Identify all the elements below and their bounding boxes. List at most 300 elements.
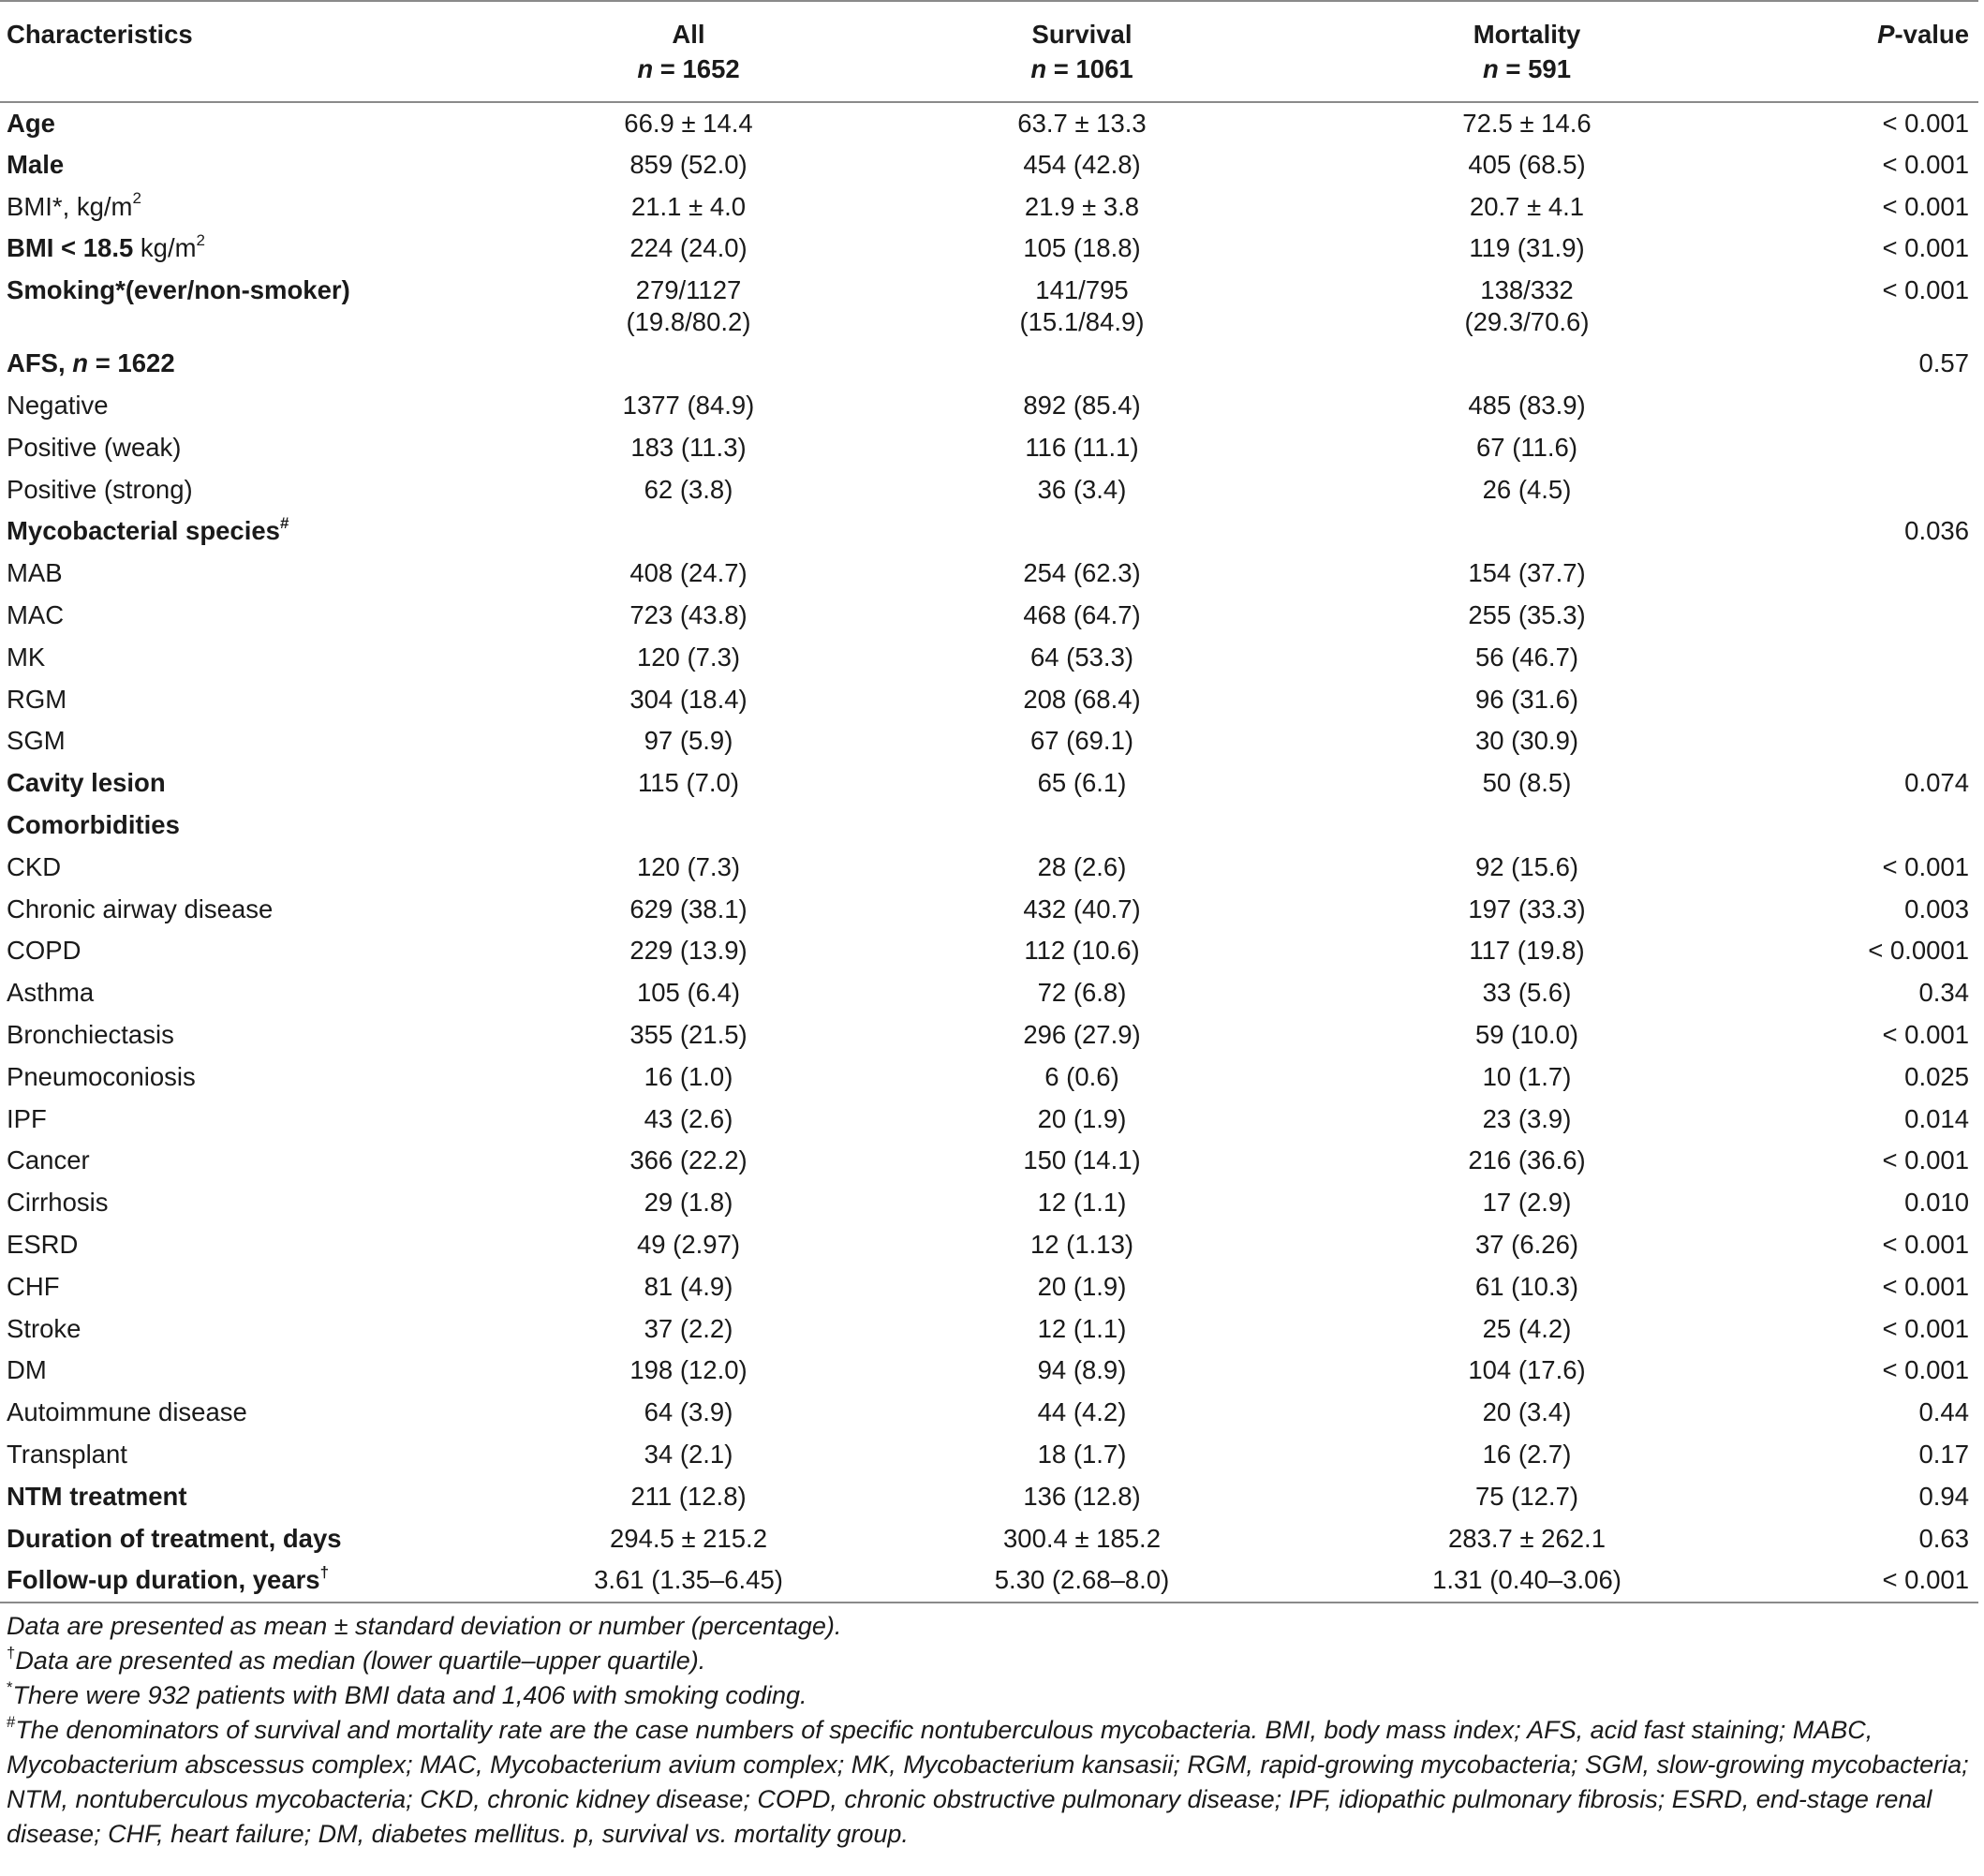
cell-survival-value: 67 (69.1) [1029,726,1134,756]
row-label-male [0,144,525,186]
row-label-cancer [0,1140,525,1182]
cell-all [525,972,852,1014]
table-row [0,1014,1978,1056]
cell-survival-value: 36 (3.4) [1037,474,1127,504]
cell-mortality [1311,637,1742,679]
cell-all-value: 723 (43.8) [629,599,748,629]
cell-mortality-value: 20 (3.4) [1482,1397,1572,1427]
row-label-chronic-airway-disease [0,889,525,931]
row-label-text: Comorbidities [7,809,180,839]
header-survival [852,1,1311,102]
cell-all-value: 120 (7.3) [636,851,741,881]
cell-survival [852,1099,1311,1141]
cell-mortality [1311,720,1742,762]
cell-all [525,228,852,270]
cell-mortality-value: 119 (31.9) [1469,233,1585,263]
cell-p-value [1742,1518,1978,1560]
row-label-rgm [0,679,525,721]
table-row [0,805,1978,847]
cell-survival [852,1140,1311,1182]
cell-p-value [1742,720,1978,762]
cell-mortality-value: 216 (36.6) [1468,1145,1586,1175]
cell-all-value: 224 (24.0) [629,233,748,263]
cell-p-value [1742,1476,1978,1518]
row-label-dm [0,1350,525,1392]
row-label-text: IPF [7,1103,47,1133]
cell-p-value [1742,972,1978,1014]
cell-mortality [1311,1056,1742,1099]
cell-survival [852,1518,1311,1560]
cell-p-value [1742,186,1978,229]
row-label-cirrhosis [0,1182,525,1224]
cell-all [525,186,852,229]
table-row [0,270,1978,343]
row-label-asthma [0,972,525,1014]
cell-p-value-text: < 0.001 [1882,851,1969,881]
cell-mortality [1311,1392,1742,1434]
row-label-ntm-treatment [0,1476,525,1518]
table-row [0,930,1978,972]
cell-p-value [1742,270,1978,343]
row-label-copd [0,930,525,972]
cell-survival [852,762,1311,805]
table-row [0,102,1978,144]
row-label-text: Duration of treatment, days [7,1523,342,1553]
cell-p-value [1742,469,1978,511]
table-row [0,1224,1978,1266]
cell-all-value: 198 (12.0) [629,1355,748,1385]
cell-mortality [1311,847,1742,889]
cell-p-value [1742,1056,1978,1099]
cell-mortality [1311,1182,1742,1224]
cell-p-value-text: 0.010 [1904,1188,1969,1218]
footnote-2 [7,1644,1976,1678]
table-row [0,510,1978,553]
cell-mortality-value: 197 (33.3) [1468,894,1586,923]
row-label-mycobacterial-species [0,510,525,553]
table-row [0,595,1978,637]
table-row [0,847,1978,889]
cell-mortality [1311,805,1742,847]
table-row [0,343,1978,385]
cell-survival [852,847,1311,889]
cell-survival-value: 116 (11.1) [1025,432,1139,462]
cell-survival [852,553,1311,595]
table-row [0,720,1978,762]
cell-p-value [1742,847,1978,889]
row-label-text: MAC [7,599,65,629]
row-label-mac [0,595,525,637]
cell-survival-value: 468 (64.7) [1023,599,1141,629]
cell-survival [852,270,1311,343]
table-row [0,1140,1978,1182]
cell-p-value [1742,1182,1978,1224]
cell-all [525,1056,852,1099]
cell-all [525,1392,852,1434]
row-label-transplant [0,1434,525,1476]
row-label-bronchiectasis [0,1014,525,1056]
cell-p-value [1742,385,1978,427]
row-label-superscript: † [319,1562,330,1581]
table-row [0,762,1978,805]
cell-survival [852,144,1311,186]
cell-p-value-text: 0.94 [1918,1481,1969,1511]
cell-p-value-text: < 0.001 [1882,149,1969,179]
cell-mortality-value: 117 (19.8) [1469,936,1585,966]
cell-survival [852,805,1311,847]
table-row [0,637,1978,679]
cell-p-value-text: < 0.001 [1882,233,1969,263]
cell-survival-value: 300.4 ± 185.2 [1002,1523,1161,1553]
cell-p-value [1742,1014,1978,1056]
table-row [0,1056,1978,1099]
header-all [525,1,852,102]
cell-mortality [1311,270,1742,343]
cell-mortality-value: 1.31 (0.40–3.06) [1432,1565,1621,1595]
cell-all-value: 211 (12.8) [630,1481,747,1511]
row-label-text: AFS, [7,348,73,378]
footnote-2-text: Data are presented as median (lower quartile–upper quartile). [15,1647,706,1675]
cell-p-value-text: < 0.001 [1882,1145,1969,1175]
cell-all-value: 37 (2.2) [644,1313,733,1343]
cell-survival [852,1014,1311,1056]
header-all-label: All [672,20,705,49]
table-row [0,144,1978,186]
header-all-n-prefix: n [637,54,654,83]
cell-mortality-value: 485 (83.9) [1468,390,1586,420]
cell-p-value [1742,343,1978,385]
footnote-3-mark: * [7,1677,13,1696]
cell-survival [852,972,1311,1014]
row-label-negative [0,385,525,427]
cell-p-value [1742,1308,1978,1351]
cell-all-value: 43 (2.6) [644,1103,733,1133]
row-label-text: Cirrhosis [7,1188,109,1218]
cell-p-value-text: < 0.001 [1882,1355,1969,1385]
cell-p-value-text: 0.074 [1904,768,1969,798]
cell-mortality [1311,1224,1742,1266]
table-row [0,1266,1978,1308]
row-label-text: Stroke [7,1313,81,1343]
row-label-esrd [0,1224,525,1266]
cell-survival [852,1308,1311,1351]
cell-p-value [1742,805,1978,847]
row-label-sgm [0,720,525,762]
cell-mortality-value: 75 (12.7) [1474,1481,1579,1511]
table-row [0,228,1978,270]
table-row [0,1099,1978,1141]
cell-mortality-value: 50 (8.5) [1482,768,1572,798]
cell-survival-value: 94 (8.9) [1037,1355,1127,1385]
row-label-mab [0,553,525,595]
row-label-text: CHF [7,1271,60,1301]
cell-survival [852,930,1311,972]
cell-all-value: 279/1127 [635,275,742,305]
cell-survival-value: 18 (1.7) [1037,1439,1127,1469]
cell-mortality [1311,595,1742,637]
row-label-text: Cancer [7,1145,90,1175]
footnote-3-text: There were 932 patients with BMI data and 1,406 with smoking coding. [12,1681,807,1709]
cell-mortality [1311,553,1742,595]
cell-mortality-value: 33 (5.6) [1482,978,1572,1008]
row-label-suffix: = 1622 [88,348,175,378]
cell-all [525,847,852,889]
cell-all-value: 97 (5.9) [644,726,733,756]
row-label-afs-1622 [0,343,525,385]
cell-all [525,930,852,972]
row-label-text: Positive (strong) [7,474,193,504]
row-label-text: Positive (weak) [7,432,182,462]
cell-mortality [1311,385,1742,427]
cell-p-value-text: < 0.0001 [1868,936,1969,966]
cell-all-value: 355 (21.5) [629,1019,748,1049]
table-row [0,679,1978,721]
row-label-text: Bronchiectasis [7,1019,174,1049]
cell-mortality [1311,1476,1742,1518]
footnote-2-mark: † [7,1643,16,1662]
cell-survival-value: 12 (1.1) [1037,1313,1127,1343]
cell-p-value [1742,1392,1978,1434]
cell-mortality-value: 23 (3.9) [1482,1103,1572,1133]
row-label-text: Age [7,109,55,138]
table-row [0,1434,1978,1476]
cell-survival [852,679,1311,721]
table-footnotes [7,1609,1976,1852]
header-p-suffix: -value [1894,20,1969,49]
row-label-text: Smoking*(ever/non-smoker) [7,275,350,305]
header-survival-n-prefix: n [1030,54,1047,83]
cell-survival [852,1224,1311,1266]
cell-p-value-text: < 0.001 [1882,1271,1969,1301]
cell-all-value: 859 (52.0) [629,149,748,179]
cell-p-value-text: < 0.001 [1882,1229,1969,1259]
row-label-text: Cavity lesion [7,768,166,798]
row-label-text: Chronic airway disease [7,894,274,923]
cell-survival-value: 21.9 ± 3.8 [1024,191,1140,221]
header-mortality-n-prefix: n [1482,54,1499,83]
table-row [0,1559,1978,1603]
cell-survival-value: 6 (0.6) [1044,1061,1119,1091]
cell-all-value: 629 (38.1) [629,894,748,923]
cell-mortality [1311,1140,1742,1182]
row-label-stroke [0,1308,525,1351]
cell-mortality-value: 283.7 ± 262.1 [1447,1523,1606,1553]
table-row [0,385,1978,427]
row-label-text: BMI < 18.5 [7,233,134,263]
table-row [0,1308,1978,1351]
cell-all-value: 3.61 (1.35–6.45) [594,1565,783,1595]
row-label-text: Mycobacterial species [7,516,280,546]
cell-survival-value: 65 (6.1) [1037,768,1127,798]
cell-all-value: 29 (1.8) [644,1188,733,1218]
cell-all-value: 1377 (84.9) [622,390,755,420]
cell-survival-value: 28 (2.6) [1037,851,1127,881]
row-label-text: Male [7,149,65,179]
cell-survival-value: 112 (10.6) [1024,936,1140,966]
footnote-3 [7,1678,1976,1713]
cell-p-value-text: 0.025 [1904,1061,1969,1091]
table-row [0,1182,1978,1224]
footnote-4-text: The denominators of survival and mortality rate are the case numbers of specific nontuberculous mycobacteria. BMI, body mass index; AFS, acid fast staining; MABC, Mycobacterium abscessus complex; MAC, Mycobacterium avium complex; MK, Mycobacterium kansasii; RGM, rapid-growing mycobacteria; SGM, slow-growing mycobacteria; NTM, nontuberculous mycobacteria; CKD, chronic kidney disease; COPD, chronic obstructive pulmonary disease; IPF, idiopathic pulmonary fibrosis; ESRD, end-stage renal disease; CHF, heart failure; DM, diabetes mellitus. p, survival vs. mortality group. [7,1716,1969,1848]
table-row [0,1518,1978,1560]
cell-all [525,343,852,385]
cell-survival-value: 72 (6.8) [1037,978,1127,1008]
row-label-italic: n [72,348,89,378]
header-mortality [1311,1,1742,102]
cell-all-value: 62 (3.8) [644,474,733,504]
cell-all [525,1308,852,1351]
table-row [0,553,1978,595]
row-label-autoimmune-disease [0,1392,525,1434]
cell-survival [852,889,1311,931]
cell-p-value [1742,679,1978,721]
cell-all [525,385,852,427]
row-label-text: Follow-up duration, years [7,1565,320,1595]
table-row [0,1350,1978,1392]
row-label-text: Transplant [7,1439,127,1469]
cell-all-value: 304 (18.4) [629,684,748,714]
cell-survival [852,595,1311,637]
cell-mortality [1311,144,1742,186]
cell-p-value-text: 0.57 [1918,348,1969,378]
cell-survival [852,1266,1311,1308]
cell-mortality-value: 61 (10.3) [1474,1271,1579,1301]
row-label-superscript: 2 [132,188,141,207]
cell-survival [852,343,1311,385]
table-row [0,1476,1978,1518]
cell-survival-value: 5.30 (2.68–8.0) [994,1565,1170,1595]
cell-p-value-text: 0.17 [1918,1439,1969,1469]
cell-all-value: 105 (6.4) [636,978,741,1008]
cell-mortality-value: 56 (46.7) [1474,642,1579,672]
row-label-text: Negative [7,390,109,420]
cell-all-value: 34 (2.1) [644,1439,733,1469]
cell-mortality-value: 255 (35.3) [1468,599,1586,629]
row-label-cavity-lesion [0,762,525,805]
cell-mortality [1311,1099,1742,1141]
cell-mortality-value: 138/332 [1480,275,1574,305]
cell-mortality [1311,343,1742,385]
row-label-bmi-kg-m [0,186,525,229]
cell-survival [852,1559,1311,1603]
cell-all [525,1099,852,1141]
table-body [0,102,1978,1603]
row-label-text: Pneumoconiosis [7,1061,196,1091]
row-label-pneumoconiosis [0,1056,525,1099]
cell-survival-value: 454 (42.8) [1023,149,1141,179]
header-mortality-label: Mortality [1473,20,1581,49]
cell-all-value: 49 (2.97) [636,1229,741,1259]
cell-all [525,1350,852,1392]
cell-survival-value: 12 (1.1) [1037,1188,1127,1218]
cell-p-value [1742,762,1978,805]
footnote-1-text: Data are presented as mean ± standard deviation or number (percentage). [7,1612,842,1640]
row-label-mk [0,637,525,679]
row-label-text: CKD [7,851,62,881]
cell-all [525,1182,852,1224]
cell-p-value-text: 0.014 [1904,1103,1969,1133]
cell-survival-value: 44 (4.2) [1037,1397,1127,1427]
row-label-text: SGM [7,726,66,756]
cell-all-value: 21.1 ± 4.0 [630,191,747,221]
cell-p-value-text: 0.44 [1918,1397,1969,1427]
cell-survival-value: 892 (85.4) [1023,390,1141,420]
cell-mortality-percent: (29.3/70.6) [1464,307,1590,337]
cell-all [525,805,852,847]
row-label-comorbidities [0,805,525,847]
cell-survival-value: 254 (62.3) [1023,558,1141,588]
cell-p-value [1742,1099,1978,1141]
cell-mortality [1311,1559,1742,1603]
cell-all-percent: (19.8/80.2) [626,307,751,337]
cell-all [525,1559,852,1603]
table-row [0,889,1978,931]
cell-survival [852,1350,1311,1392]
table-row [0,972,1978,1014]
row-label-ckd [0,847,525,889]
cell-mortality [1311,1434,1742,1476]
row-label-age [0,102,525,144]
row-label-text: MAB [7,558,63,588]
header-characteristics: Characteristics [7,20,193,49]
cell-p-value-text: < 0.001 [1882,1565,1969,1595]
cell-survival-value: 141/795 [1035,275,1129,305]
row-label-positive-weak [0,427,525,469]
cell-p-value [1742,510,1978,553]
cell-p-value [1742,595,1978,637]
cell-all [525,720,852,762]
cell-p-value-text: < 0.001 [1882,191,1969,221]
row-label-smoking-ever-non-smoker [0,270,525,343]
cell-all [525,762,852,805]
row-label-follow-up-duration-years [0,1559,525,1603]
row-label-positive-strong [0,469,525,511]
cell-mortality-value: 26 (4.5) [1482,474,1572,504]
cell-mortality-value: 59 (10.0) [1474,1019,1579,1049]
cell-all [525,679,852,721]
cell-p-value [1742,427,1978,469]
cell-mortality [1311,1350,1742,1392]
cell-mortality-value: 10 (1.7) [1482,1061,1572,1091]
cell-all [525,1476,852,1518]
cell-all [525,427,852,469]
cell-all [525,1518,852,1560]
cell-survival-value: 136 (12.8) [1023,1481,1141,1511]
header-survival-n: = 1061 [1046,54,1133,83]
cell-p-value [1742,1266,1978,1308]
cell-p-value-text: 0.036 [1904,516,1969,546]
cell-mortality-value: 30 (30.9) [1474,726,1579,756]
cell-p-value [1742,1224,1978,1266]
row-label-superscript: # [279,513,289,532]
cell-all [525,1434,852,1476]
cell-p-value [1742,930,1978,972]
cell-mortality [1311,469,1742,511]
row-label-text: DM [7,1355,47,1385]
row-label-ipf [0,1099,525,1141]
cell-mortality-value: 72.5 ± 14.6 [1462,109,1592,138]
cell-p-value [1742,889,1978,931]
cell-p-value [1742,637,1978,679]
cell-mortality [1311,889,1742,931]
cell-mortality [1311,930,1742,972]
cell-all [525,637,852,679]
cell-p-value-text: < 0.001 [1882,1313,1969,1343]
cell-survival [852,102,1311,144]
row-label-duration-of-treatment-days [0,1518,525,1560]
table-row [0,427,1978,469]
cell-all [525,1014,852,1056]
